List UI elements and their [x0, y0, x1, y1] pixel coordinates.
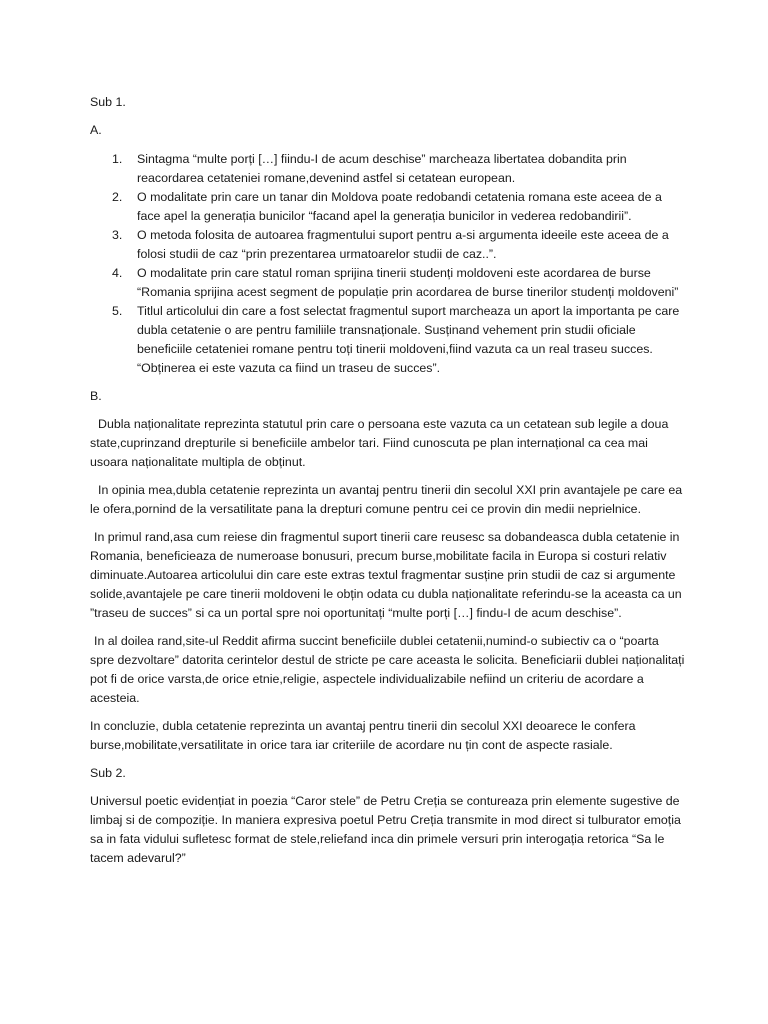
- list-item-text: Titlul articolului din care a fost selectat fragmentul suport marcheaza un aport la importanta pe care dubla cetatenie o are pentru familiile transnaționale. Susținand vehement prin studii oficiale beneficiile cetateniei romane pentru toți tinerii moldoveni,fiind vazuta ca un real traseu succes. “Obținerea ei este vazuta ca fiind un traseu de succes”.: [137, 304, 680, 375]
- paragraph-definition: Dubla naționalitate reprezinta statutul prin care o persoana este vazuta ca un cetatean sub legile a doua state,cuprinzand drepturile si beneficiile ambelor tari. Fiind cunoscuta pe plan internațional ca cea mai usoara naționalitate multipla de obținut.: [90, 417, 669, 469]
- list-item-text: O modalitate prin care un tanar din Moldova poate redobandi cetatenia romana este aceea de a face apel la generația bunicilor “facand apel la generația bunicilor in vederea redobandirii”.: [137, 190, 662, 223]
- list-item: [90, 302, 686, 378]
- list-item-text: O modalitate prin care statul roman sprijina tinerii studenți moldoveni este acordarea de burse “Romania sprijina acest segment de populație prin acordarea de burse tinerilor studenți moldoveni”: [137, 266, 679, 299]
- list-item: [90, 264, 686, 302]
- list-item-text: Sintagma “multe porți […] fiindu-I de acum deschise” marcheaza libertatea dobandita prin reacordarea cetateniei romane,devenind astfel si cetatean european.: [137, 152, 627, 185]
- list-item-number: 3.: [112, 228, 123, 242]
- section-b-heading: B.: [90, 389, 102, 403]
- section-a-heading: A.: [90, 123, 102, 137]
- sub1-heading: Sub 1.: [90, 95, 126, 109]
- list-item-number: 1.: [112, 152, 123, 166]
- list-item: [90, 150, 686, 188]
- document-content: [90, 93, 686, 868]
- list-item: [90, 188, 686, 226]
- list-item: [90, 226, 686, 264]
- section-a-list: [90, 150, 686, 378]
- paragraph-conclusion: In concluzie, dubla cetatenie reprezinta un avantaj pentru tinerii din secolul XXI deoarece le confera burse,mobilitate,versatilitate in orice tara iar criteriile de acordare nu țin cont de aspecte rasiale.: [90, 719, 636, 752]
- paragraph-second-argument: In al doilea rand,site-ul Reddit afirma succint beneficiile dublei cetatenii,numind-o subiectiv ca o “poarta spre dezvoltare” datorita cerintelor destul de stricte pe care aceasta le solicita. Beneficiarii dublei naționalitați pot fi de orice varsta,de orice etnie,religie, aspectele individualizabile nefiind un criteriu de acordare a acesteia.: [90, 634, 685, 705]
- list-item-number: 5.: [112, 304, 123, 318]
- list-item-text: O metoda folosita de autoarea fragmentului suport pentru a-si argumenta ideeile este aceea de a folosi studii de caz “prin prezentarea urmatoarelor studii de caz..”.: [137, 228, 669, 261]
- sub2-heading: Sub 2.: [90, 766, 126, 780]
- list-item-number: 2.: [112, 190, 123, 204]
- paragraph-opinion: In opinia mea,dubla cetatenie reprezinta un avantaj pentru tinerii din secolul XXI prin avantajele pe care ea le ofera,pornind de la versatilitate pana la drepturi comune pentru cei ce provin din medii neprielnice.: [90, 483, 683, 516]
- paragraph-first-argument: In primul rand,asa cum reiese din fragmentul suport tinerii care reusesc sa dobandeasca dubla cetatenie in Romania, beneficieaza de numeroase bonusuri, precum burse,mobilitate facila in Europa si costuri relativ diminuate.Autoarea articolului din care este extras textul fragmentar susține prin studii de caz si argumente solide,avantajele pe care tinerii moldoveni le obțin odata cu dubla naționalitate referindu-se la aceasta ca un ”traseu de succes” si ca un portal spre noi oportunitați “multe porți […] findu-I de acum deschise”.: [90, 530, 682, 620]
- paragraph-sub2-intro: Universul poetic evidențiat in poezia “Caror stele” de Petru Creția se contureaza prin elemente sugestive de limbaj si de compoziție. In maniera expresiva poetul Petru Creția transmite in mod direct si tulburator emoția sa in fata vidului sufletesc format de stele,reliefand inca din primele versuri prin interogația retorica “Sa le tacem adevarul?”: [90, 794, 681, 865]
- list-item-number: 4.: [112, 266, 123, 280]
